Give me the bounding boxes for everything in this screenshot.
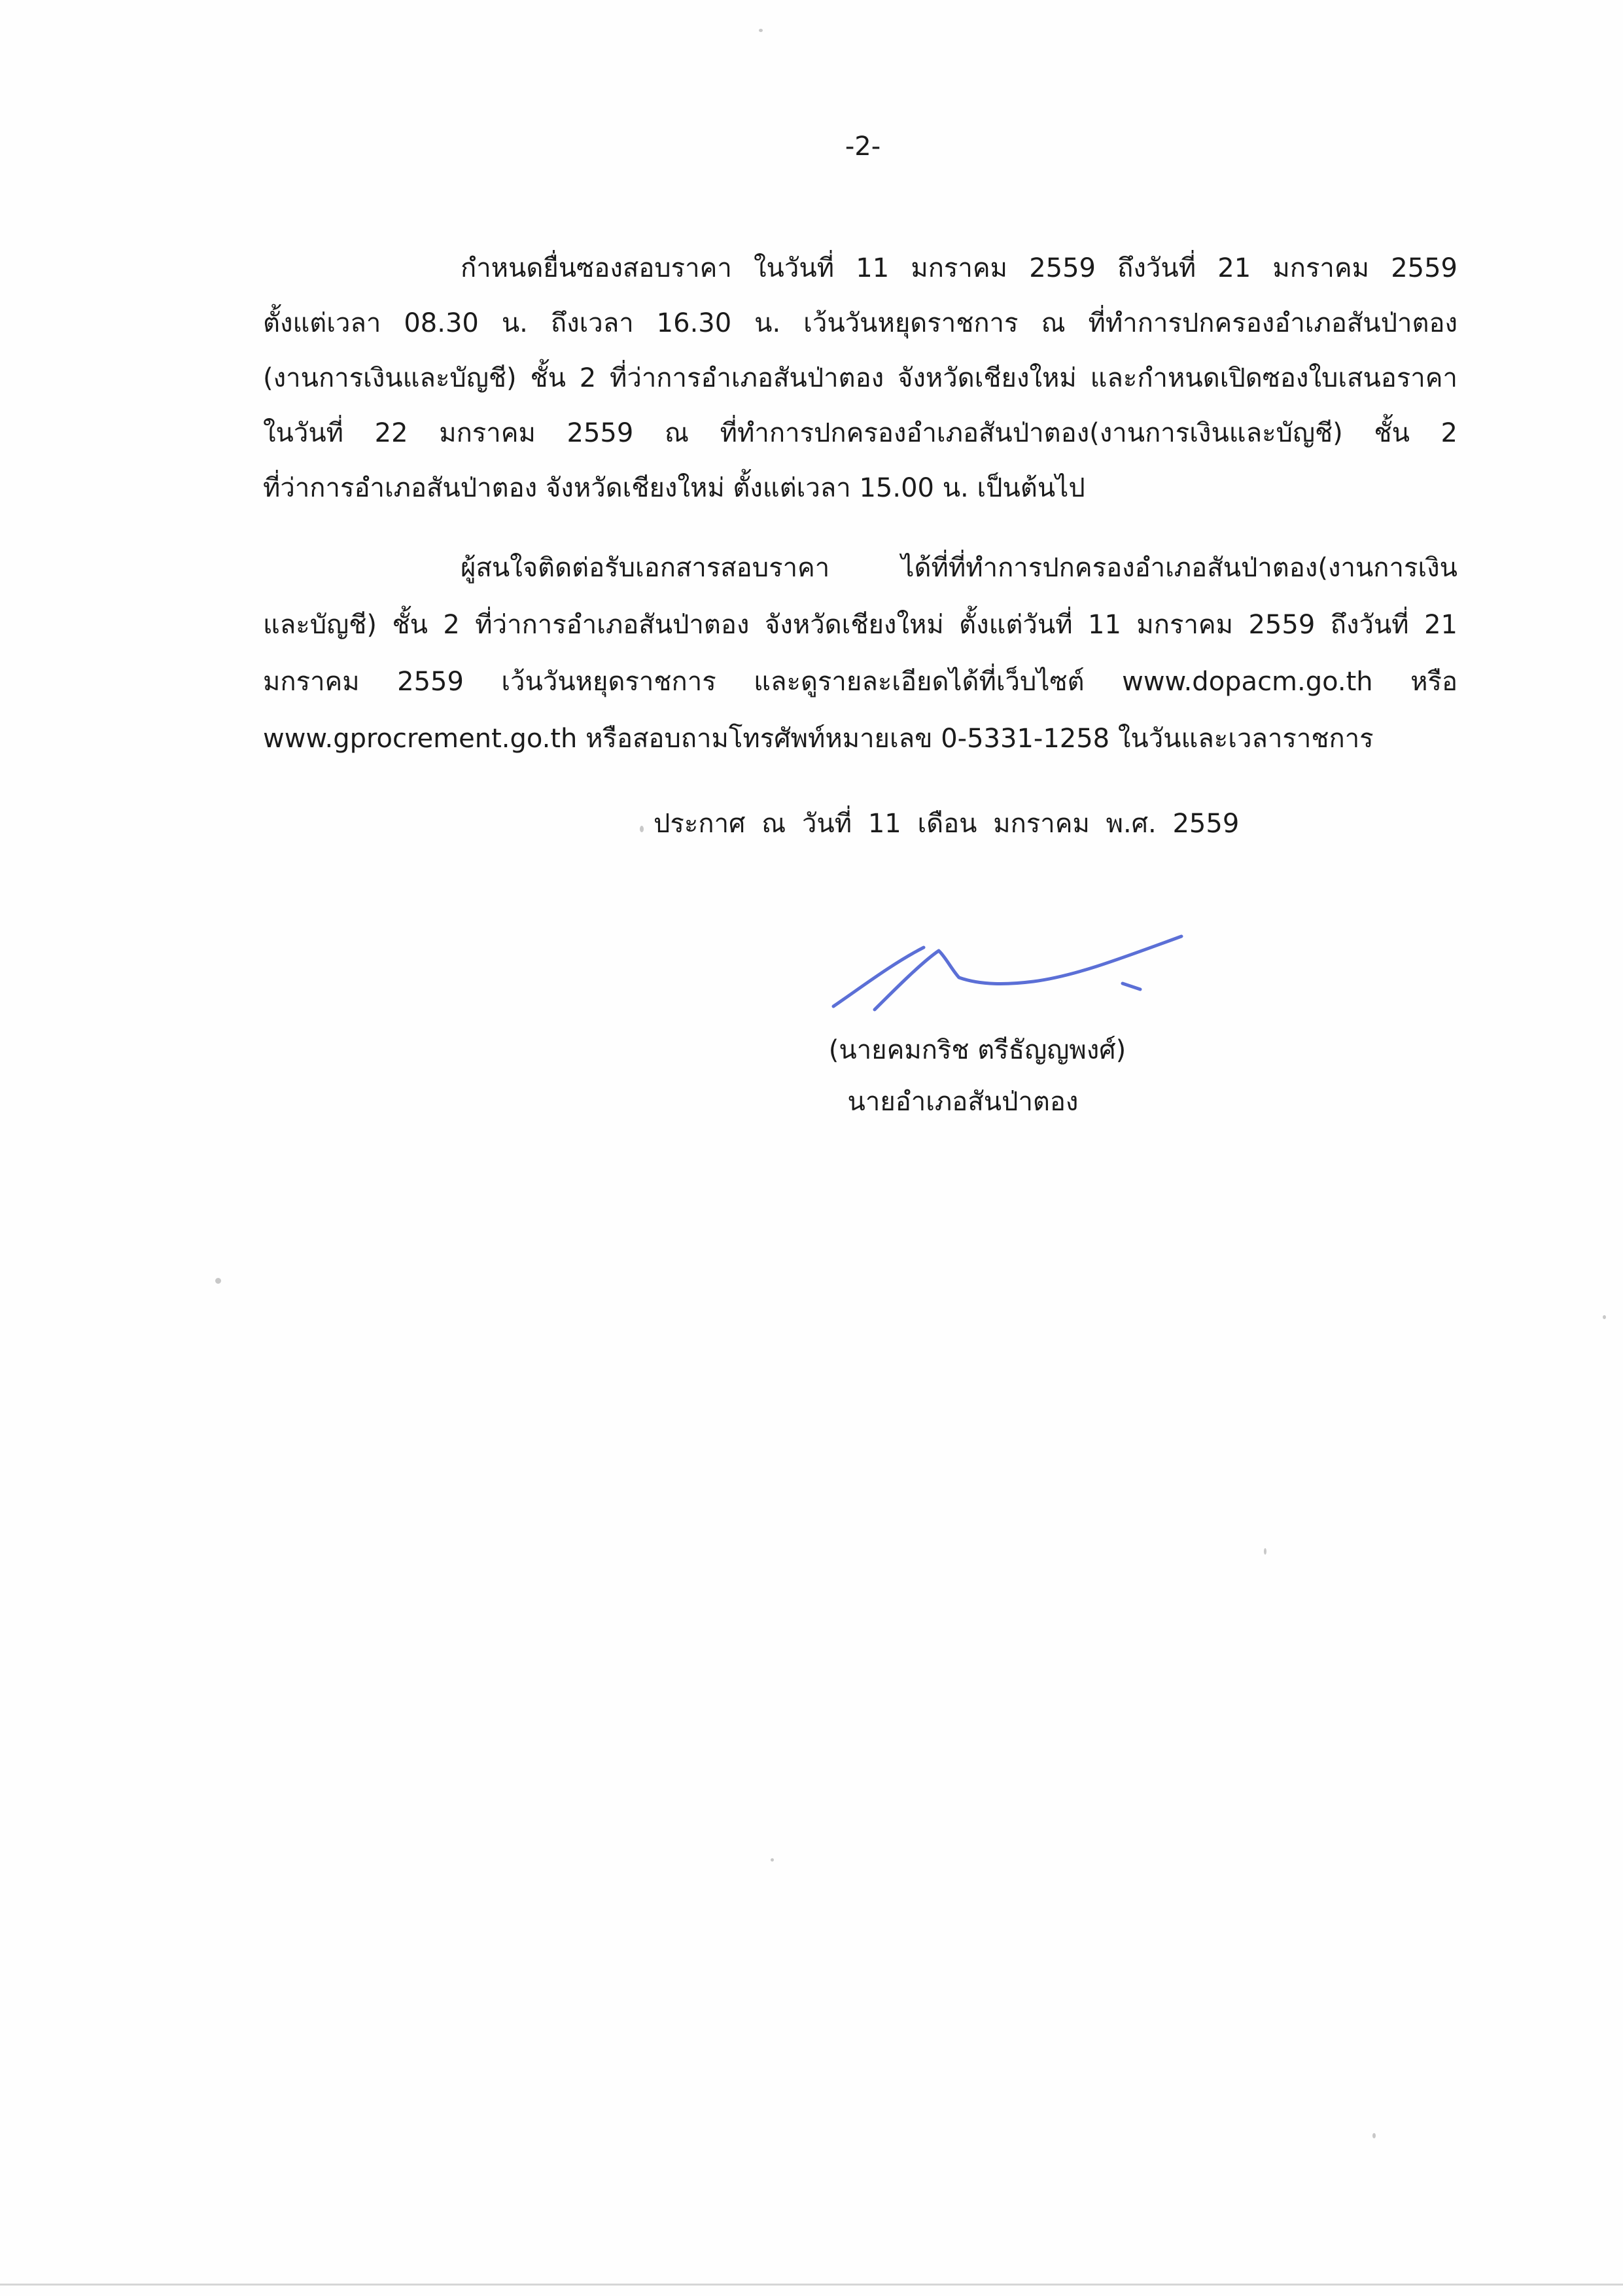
paragraph-line: ผู้สนใจติดต่อรับเอกสารสอบราคา ได้ที่ที่ทำการปกครองอำเภอสันป่าตอง(งานการเงิน [461,553,1457,583]
paragraph-line: ที่ว่าการอำเภอสันป่าตอง จังหวัดเชียงใหม่ ตั้งแต่เวลา 15.00 น. เป็นต้นไป [263,473,1085,503]
scan-speck [1372,2133,1376,2138]
announcement-date: ประกาศ ณ วันที่ 11 เดือน มกราคม พ.ศ. 2559 [654,809,1240,839]
scan-speck [1264,1548,1266,1555]
paragraph-line: และบัญชี) ชั้น 2 ที่ว่าการอำเภอสันป่าตอง จังหวัดเชียงใหม่ ตั้งแต่วันที่ 11 มกราคม 2559 ถึงวันที่ 21 [263,610,1457,640]
paragraph-line: กำหนดยื่นซองสอบราคา ในวันที่ 11 มกราคม 2559 ถึงวันที่ 21 มกราคม 2559 [461,253,1457,283]
handwritten-signature [824,923,1191,1014]
scan-speck [215,1278,221,1284]
scan-edge-line [0,2284,1623,2286]
paragraph-line: ตั้งแต่เวลา 08.30 น. ถึงเวลา 16.30 น. เว้นวันหยุดราชการ ณ ที่ทำการปกครองอำเภอสันป่าตอง [263,308,1457,338]
page-number: -2- [845,132,881,162]
paragraph-line: (งานการเงินและบัญชี) ชั้น 2 ที่ว่าการอำเภอสันป่าตอง จังหวัดเชียงใหม่ และกำหนดเปิดซองใบเสนอราคา [263,363,1457,393]
signatory-title: นายอำเภอสันป่าตอง [847,1087,1079,1117]
scan-speck [771,1858,774,1862]
paragraph-line: มกราคม 2559 เว้นวันหยุดราชการ และดูรายละเอียดได้ที่เว็บไซต์ www.dopacm.go.th หรือ [263,667,1457,697]
paragraph-line: www.gprocrement.go.th หรือสอบถามโทรศัพท์หมายเลข 0-5331-1258 ในวันและเวลาราชการ [263,724,1374,754]
signatory-name: (นายคมกริช ตรีธัญญพงศ์) [828,1035,1126,1065]
scan-speck [640,826,644,832]
scan-speck [1603,1315,1606,1319]
scan-speck [759,29,763,32]
paragraph-line: ในวันที่ 22 มกราคม 2559 ณ ที่ทำการปกครองอำเภอสันป่าตอง(งานการเงินและบัญชี) ชั้น 2 [263,418,1457,448]
